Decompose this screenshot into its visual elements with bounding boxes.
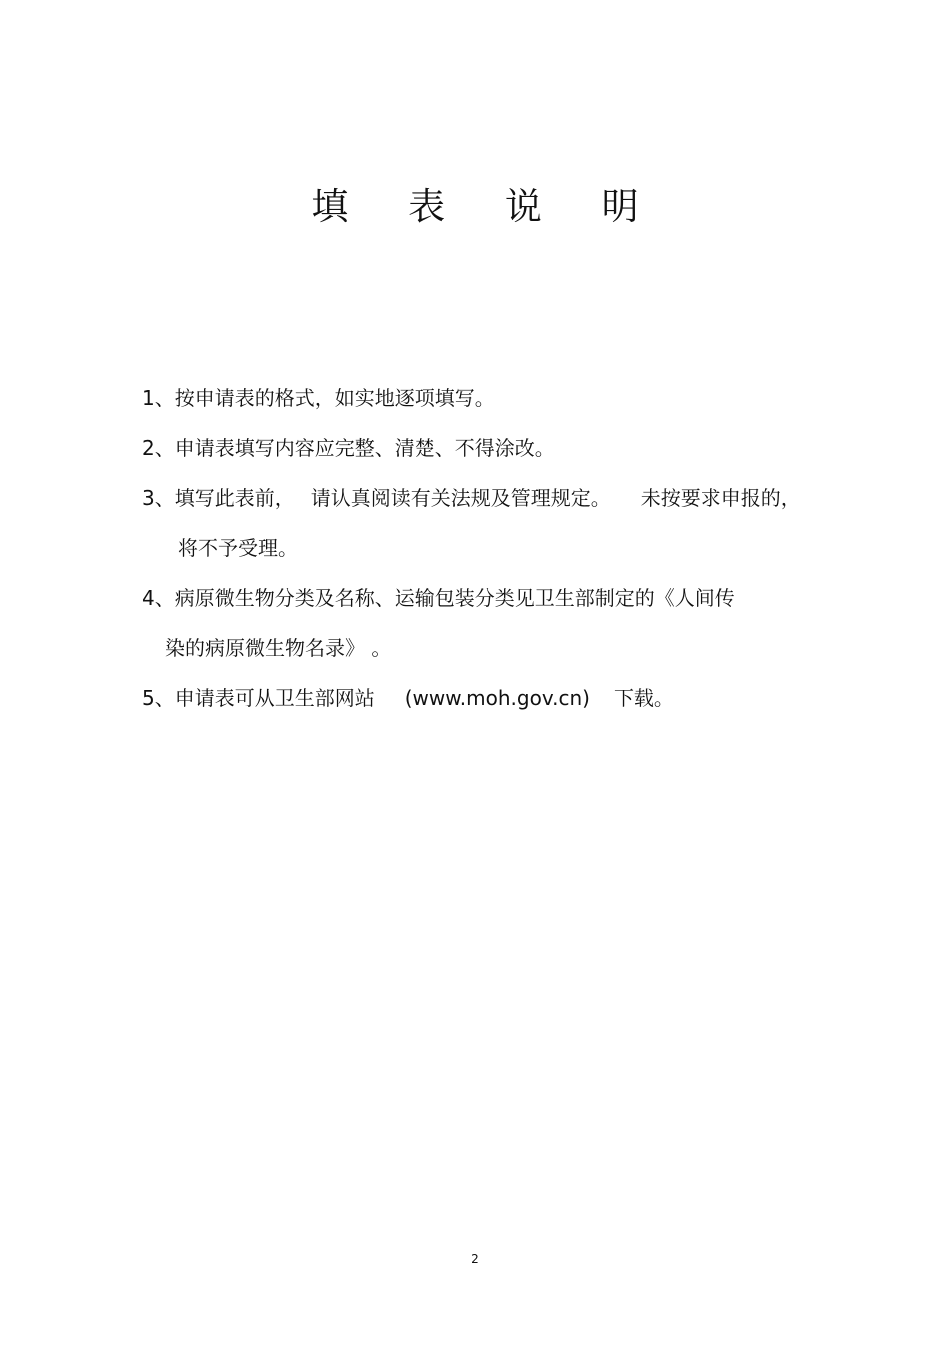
item-text-c: 下载。 <box>613 686 674 710</box>
item-text: 、申请表可从卫生部网站 <box>154 686 375 710</box>
item-text-b: 请认真阅读有关法规及管理规定。 <box>310 486 611 510</box>
instruction-item-2 <box>142 434 555 462</box>
item-number: 5 <box>142 686 155 710</box>
item-text: 、病原微生物分类及名称、运输包装分类见卫生部制定的《人间传 <box>154 586 735 610</box>
instruction-item-1 <box>142 384 495 412</box>
website-url: (www.moh.gov.cn) <box>404 686 590 710</box>
item-number: 3 <box>142 486 155 510</box>
item-text: 、按申请表的格式，如实地逐项填写。 <box>154 386 495 410</box>
item-text: 、填写此表前， <box>154 486 295 510</box>
document-title: 填 表 说 明 <box>311 185 663 228</box>
item-text: 、申请表填写内容应完整、清楚、不得涂改。 <box>154 436 555 460</box>
instruction-item-5 <box>142 684 674 712</box>
instruction-item-3 <box>142 484 801 512</box>
item-text-c: 未按要求申报的， <box>640 486 801 510</box>
item-number: 1 <box>142 386 155 410</box>
instruction-item-4 <box>142 584 735 612</box>
item-number: 4 <box>142 586 155 610</box>
item-number: 2 <box>142 436 155 460</box>
page-number: 2 <box>471 1252 479 1266</box>
instruction-item-3-continuation: 将不予受理。 <box>178 536 298 560</box>
instruction-item-4-continuation: 染的病原微生物名录》 。 <box>165 636 392 660</box>
